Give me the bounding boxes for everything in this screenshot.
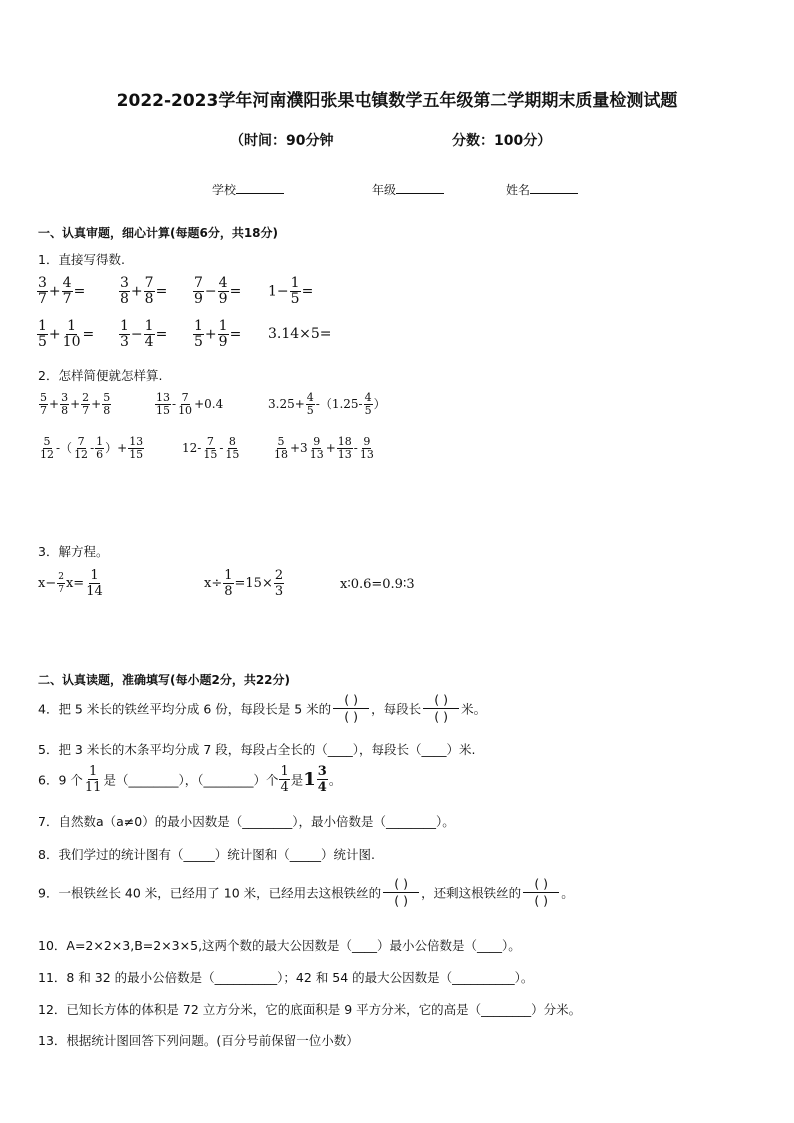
question-9: 9．一根铁丝长 40 米，已经用了 10 米，已经用去这根铁丝的 ( ) ( ) ，还剩这根铁丝的 ( ) ( ) 。 (38, 876, 574, 908)
q2-expr-3: 3.25+ $\frac{4}{5}$ -（1.25- $\frac{4}{5}$ ） (268, 391, 386, 417)
q2-expr-1: $\frac{5}{7}$ + $\frac{3}{8}$ + $\frac{2}{7}$ + $\frac{5}{8}$ (40, 391, 111, 417)
question-10: 10．A=2×2×3,B=2×3×5,这两个数的最大公因数是（____）最小公倍数是（____）。 (38, 938, 521, 953)
question-12: 12．已知长方体的体积是 72 立方分米，它的底面积是 9 平方分米，它的高是（________）分米。 (38, 1002, 582, 1017)
page-title: 2022-2023学年河南濮阳张果屯镇数学五年级第二学期期末质量检测试题 (116, 91, 678, 111)
name-field[interactable] (506, 181, 578, 198)
q1-item-7: $\frac{1}{5}$ + $\frac{1}{9}$ = (194, 318, 242, 350)
question-4: 4．把 5 米长的铁丝平均分成 6 份，每段长是 5 米的 ( ) ( ) ，每段长 ( ) ( ) 米。 (38, 692, 487, 724)
question-13: 13．根据统计图回答下列问题。(百分号前保留一位小数） (38, 1033, 359, 1048)
q3-label: 3．解方程。 (38, 544, 109, 559)
q1-item-3: $\frac{7}{9}$ − $\frac{4}{9}$ = (194, 275, 242, 307)
q1-item-8: 3.14×5= (268, 326, 332, 342)
name-label: 姓名 (506, 183, 531, 197)
q9-blank-fraction-2[interactable]: ( ) ( ) (523, 876, 559, 909)
q2-expr-2: $\frac{13}{15}$ - $\frac{7}{10}$ +0.4 (156, 391, 224, 417)
grade-label: 年级 (372, 183, 397, 197)
q3-equation-2: x÷ $\frac{1}{8}$ =15× $\frac{2}{3}$ (204, 568, 284, 599)
exam-score: 分数：100分） (452, 133, 552, 149)
q2-expr-5: 12- $\frac{7}{15}$ - $\frac{8}{15}$ (182, 435, 240, 461)
question-7: 7．自然数a（a≠0）的最小因数是（________），最小倍数是（________）。 (38, 814, 455, 829)
question-11: 11．8 和 32 的最小公倍数是（__________）；42 和 54 的最大公因数是（__________）。 (38, 970, 534, 985)
q1-label: 1．直接写得数. (38, 252, 125, 267)
q9-blank-fraction-1[interactable]: ( ) ( ) (383, 876, 419, 909)
q2-expr-6: $\frac{5}{18}$ +3 $\frac{9}{13}$ + $\frac{18}{13}$ - $\frac{9}{13}$ (274, 435, 374, 461)
section1-heading: 一、认真审题，细心计算(每题6分，共18分) (38, 226, 279, 240)
section2-heading: 二、认真读题，准确填写(每小题2分，共22分) (38, 673, 291, 687)
q2-expr-4: $\frac{5}{12}$ -（ $\frac{7}{12}$ - $\frac{1}{6}$ ）+ $\frac{13}{15}$ (40, 435, 144, 461)
question-5: 5．把 3 米长的木条平均分成 7 段，每段占全长的（____），每段长（____）米. (38, 742, 476, 757)
q4-blank-fraction-1[interactable]: ( ) ( ) (333, 692, 369, 725)
q1-item-1: $\frac{3}{7}$ + $\frac{4}{7}$ = (38, 275, 86, 307)
q3-equation-3: x∶0.6=0.9∶3 (340, 577, 415, 592)
grade-field[interactable] (372, 181, 444, 198)
question-6: 6．9 个 $\frac{1}{11}$ 是（________），（________）个 $\frac{1}{4}$ 是1 $\frac{3}{4}$ 。 (38, 764, 342, 795)
q1-item-6: $\frac{1}{3}$ − $\frac{1}{4}$ = (120, 318, 168, 350)
exam-time: （时间：90分钟 (230, 133, 334, 149)
q4-blank-fraction-2[interactable]: ( ) ( ) (423, 692, 459, 725)
question-8: 8．我们学过的统计图有（_____）统计图和（_____）统计图. (38, 847, 375, 862)
q2-label: 2．怎样简便就怎样算. (38, 368, 163, 383)
q1-item-5: $\frac{1}{5}$ + $\frac{1}{10}$ = (38, 318, 95, 350)
school-label: 学校 (212, 183, 237, 197)
school-field[interactable] (212, 181, 284, 198)
q3-equation-1: x− $\frac{2}{7}$ x= $\frac{1}{14}$ (38, 568, 103, 599)
q1-item-4: 1− $\frac{1}{5}$ = (268, 275, 314, 307)
q1-item-2: $\frac{3}{8}$ + $\frac{7}{8}$ = (120, 275, 168, 307)
